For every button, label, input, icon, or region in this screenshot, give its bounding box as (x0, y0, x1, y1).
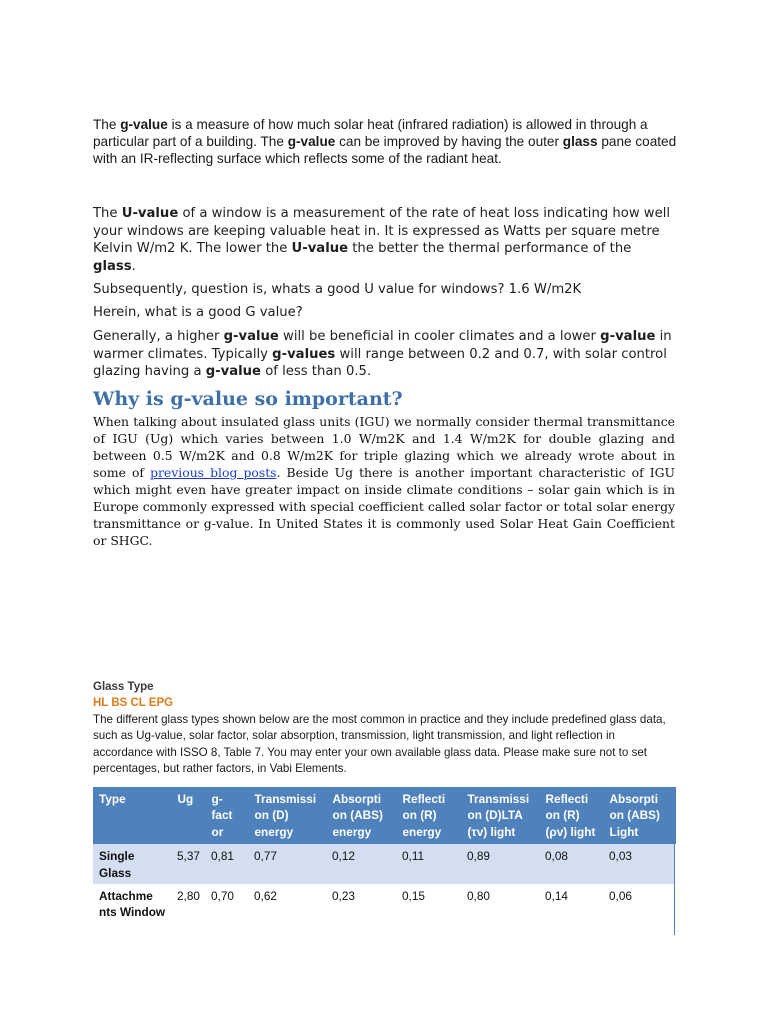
header-g-factor: g-fact or (205, 787, 248, 844)
cell-reflection-light: 0,14 (539, 884, 603, 924)
climate-paragraph: Generally, a higher g-value will be beneficial in cooler climates and a lower g-value in warmer climates. Typically g-values will range between 0.2 and 0.7, with solar control glazing having a g-value of less than 0.5. (93, 329, 672, 380)
header-type: Type (93, 787, 171, 844)
g-value-paragraph: The g-value is a measure of how much solar heat (infrared radiation) is allowed in through a particular part of a building. The g-value can be improved by having the outer glass pane coated with an IR-reflecting surface which reflects some of the radiant heat. (93, 117, 677, 167)
cell-absorption-energy: 0,23 (326, 884, 396, 924)
cell-ug: 5,37 (171, 844, 205, 884)
cell-g-factor: 0,70 (205, 884, 248, 924)
glass-type-description: The different glass types shown below are the most common in practice and they include predefined glass data, such as Ug-value, solar factor, solar absorption, transmission, light transmission, and light reflection in accordance with ISSO 8, Table 7. You may enter your own available glass data. Please make sure not to set percentages, but rather factors, in Vabi Elements. (93, 713, 666, 776)
question-g-value: Herein, what is a good G value? (93, 305, 303, 320)
cell-transmission-energy: 0,62 (248, 884, 326, 924)
table-right-border (674, 787, 675, 935)
cell-reflection-energy: 0,15 (396, 884, 461, 924)
cell-absorption-light: 0,06 (603, 884, 675, 924)
header-reflection-energy: Reflecti on (R) energy (396, 787, 461, 844)
cell-ug: 2,80 (171, 884, 205, 924)
cell-transmission-energy: 0,77 (248, 844, 326, 884)
cell-type: Single Glass (93, 844, 171, 884)
cell-g-factor: 0,81 (205, 844, 248, 884)
cell-transmission-light: 0,89 (461, 844, 539, 884)
header-absorption-light: Absorpti on (ABS) Light (603, 787, 675, 844)
header-ug: Ug (171, 787, 205, 844)
header-transmission-energy: Transmissi on (D) energy (248, 787, 326, 844)
header-reflection-light: Reflecti on (R) (ρv) light (539, 787, 603, 844)
section-heading: Why is g-value so important? (93, 388, 403, 410)
cell-transmission-light: 0,80 (461, 884, 539, 924)
cell-reflection-light: 0,08 (539, 844, 603, 884)
glass-type-subtitle: HL BS CL EPG (93, 697, 174, 709)
table-header-row (93, 787, 675, 844)
cell-absorption-energy: 0,12 (326, 844, 396, 884)
previous-blog-posts-link[interactable]: previous blog posts (150, 465, 277, 480)
cell-absorption-light: 0,03 (603, 844, 675, 884)
u-value-paragraph: The U-value of a window is a measurement of the rate of heat loss indicating how well your windows are keeping valuable heat in. It is expressed as Watts per square metre Kelvin W/m2 K. The lower the U-value the better the thermal performance of the glass. (93, 206, 671, 274)
header-absorption-energy: Absorpti on (ABS) energy (326, 787, 396, 844)
header-transmission-light: Transmissi on (D)LTA (τv) light (461, 787, 539, 844)
glass-data-table (93, 787, 676, 924)
question-u-value: Subsequently, question is, whats a good U value for windows? 1.6 W/m2K (93, 282, 582, 297)
table-row (93, 884, 675, 924)
glass-type-label: Glass Type (93, 681, 154, 693)
cell-reflection-energy: 0,11 (396, 844, 461, 884)
cell-type: Attachme nts Window (93, 884, 171, 924)
igu-paragraph: When talking about insulated glass units (IGU) we normally consider thermal transmittance of IGU (Ug) which varies between 1.0 W/m2K and 1.4 W/m2K for double glazing and between 0.5 W/m2K and 0.8 W/m2K for triple glazing which we already wrote about in some of previous blog posts. Beside Ug there is another important characteristic of IGU which might even have greater impact on inside climate conditions – solar gain which is in Europe commonly expressed with special coefficient called solar factor or total solar energy transmittance or g-value. In United States it is commonly used Solar Heat Gain Coefficient or SHGC. (93, 414, 675, 548)
table-row (93, 844, 675, 884)
